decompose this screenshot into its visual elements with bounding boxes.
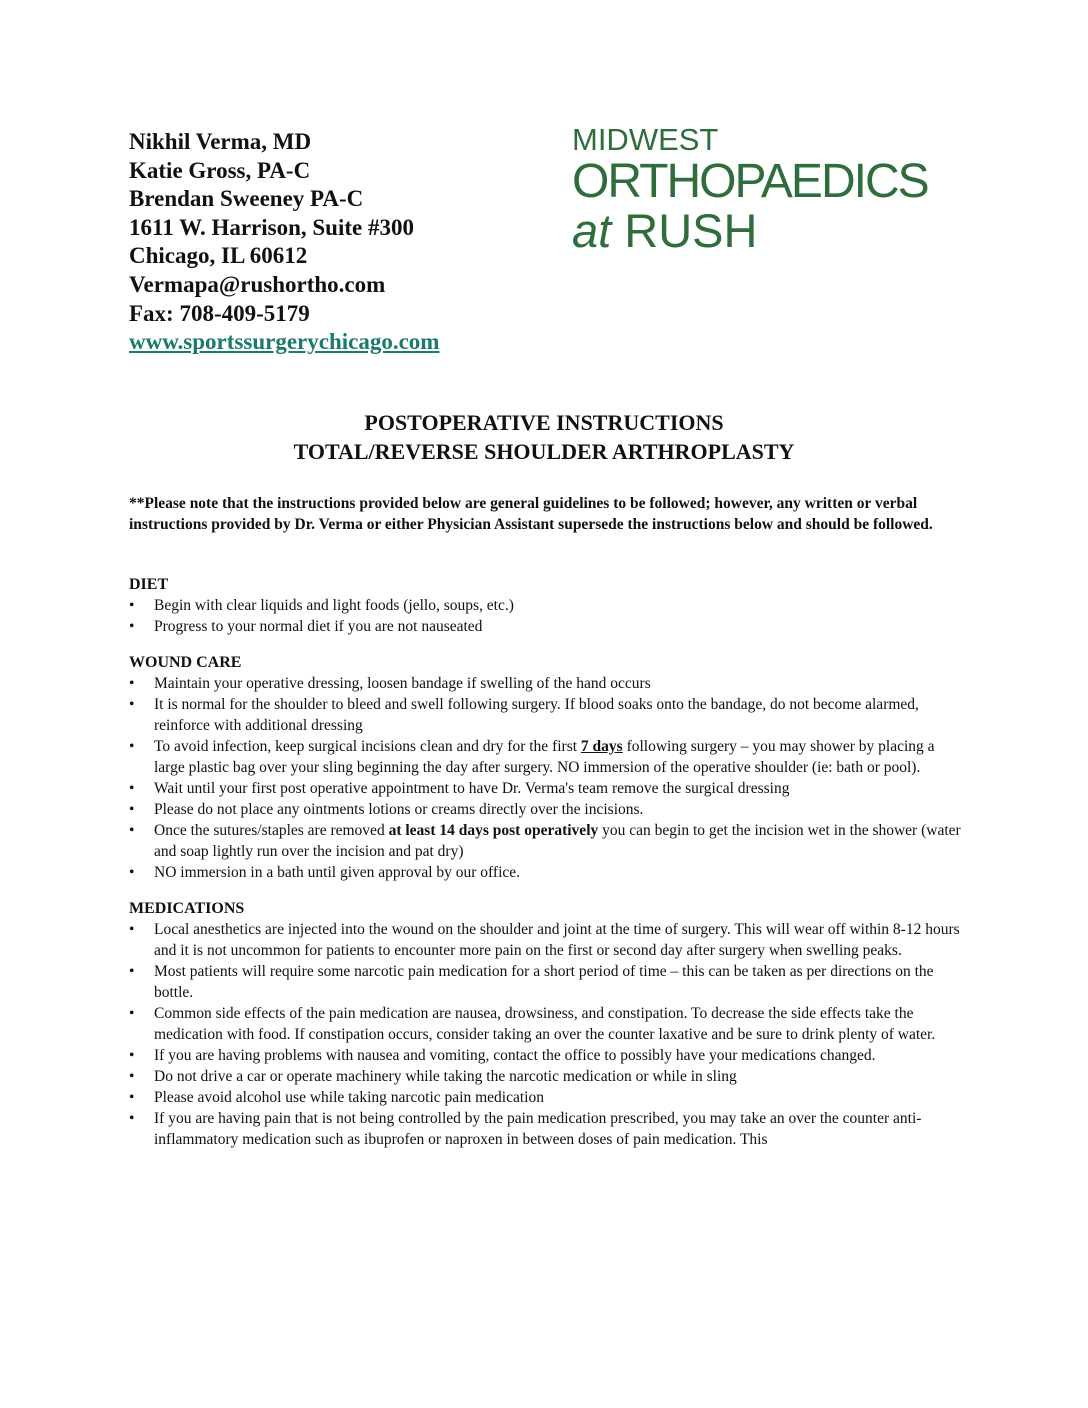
list-item: • Progress to your normal diet if you are not nauseated [129, 618, 483, 635]
seven-days-emphasis: 7 days [580, 738, 623, 755]
diet-section [129, 574, 969, 637]
contact-pa-1: Katie Gross, PA-C [129, 157, 311, 183]
contact-email: Vermapa@rushortho.com [129, 271, 386, 297]
midwest-orthopaedics-logo [572, 123, 972, 255]
medications-list [129, 919, 969, 1150]
logo-line-orthopaedics: ORTHOPAEDICS [572, 155, 928, 208]
list-item: • Please do not place any ointments lotions or creams directly over the incisions. [129, 801, 644, 818]
list-item: • It is normal for the shoulder to bleed and swell following surgery. If blood soaks onto the bandage, do not become alarmed, reinforce with additional dressing [129, 696, 919, 734]
contact-address: 1611 W. Harrison, Suite #300 [129, 214, 414, 240]
list-item: • Once the sutures/staples are removed at least 14 days post operatively you can begin to get the incision wet in the shower (water and soap lightly run over the incision and pat dry) [129, 822, 961, 860]
diet-heading: DIET [129, 576, 169, 593]
list-item: • Wait until your first post operative appointment to have Dr. Verma's team remove the surgical dressing [129, 780, 790, 797]
bullet-icon: • [129, 696, 135, 713]
medications-section [129, 898, 969, 1150]
wound-care-section [129, 652, 969, 883]
list-item: • Common side effects of the pain medication are nausea, drowsiness, and constipation. To decrease the side effects take the medication with food. If constipation occurs, consider taking an over the counter laxative and be sure to drink plenty of water. [129, 1005, 936, 1043]
bullet-icon: • [129, 597, 135, 614]
bullet-icon: • [129, 780, 135, 797]
title-line-2: TOTAL/REVERSE SHOULDER ARTHROPLASTY [293, 439, 795, 464]
contact-pa-2: Brendan Sweeney PA-C [129, 186, 364, 212]
contact-name: Nikhil Verma, MD [129, 129, 312, 154]
bullet-icon: • [129, 738, 135, 755]
bullet-icon: • [129, 921, 135, 938]
bullet-icon: • [129, 1005, 135, 1022]
list-item: • Maintain your operative dressing, loosen bandage if swelling of the hand occurs [129, 675, 651, 692]
list-item: • To avoid infection, keep surgical incisions clean and dry for the first 7 days following surgery – you may shower by placing a large plastic bag over your sling beginning the day after surgery. NO immersion of the operative shoulder (ie: bath or pool). [129, 738, 935, 776]
list-item: • Do not drive a car or operate machinery while taking the narcotic medication or while in sling [129, 1068, 737, 1085]
bullet-icon: • [129, 1089, 135, 1106]
general-guidelines-note: **Please note that the instructions provided below are general guidelines to be followed; however, any written or verbal instructions provided by Dr. Verma or either Physician Assistant supersede the instructions below and should be followed. [129, 495, 933, 533]
list-item: • Most patients will require some narcotic pain medication for a short period of time – this can be taken as per directions on the bottle. [129, 963, 934, 1001]
instruction-sections [129, 574, 969, 1165]
website-link[interactable]: www.sportssurgerychicago.com [129, 329, 440, 355]
contact-block [129, 128, 559, 357]
wound-care-heading: WOUND CARE [129, 654, 242, 671]
logo-line-midwest: MIDWEST [572, 122, 719, 157]
list-item: • NO immersion in a bath until given approval by our office. [129, 864, 521, 881]
bullet-icon: • [129, 1110, 135, 1127]
logo-rush: RUSH [624, 204, 758, 257]
list-item: • Local anesthetics are injected into the wound on the shoulder and joint at the time of surgery. This will wear off within 8-12 hours and it is not uncommon for patients to encounter more pain on the first or second day after surgery when swelling peaks. [129, 921, 960, 959]
document-title [0, 408, 1088, 466]
bullet-icon: • [129, 864, 135, 881]
bullet-icon: • [129, 822, 135, 839]
bullet-icon: • [129, 801, 135, 818]
list-item: • If you are having problems with nausea and vomiting, contact the office to possibly have your medications changed. [129, 1047, 876, 1064]
wound-care-list [129, 673, 969, 883]
contact-city: Chicago, IL 60612 [129, 243, 308, 269]
logo-line-rush [572, 204, 972, 257]
bullet-icon: • [129, 1068, 135, 1085]
bullet-icon: • [129, 963, 135, 980]
fourteen-days-emphasis: at least 14 days post operatively [388, 822, 599, 839]
bullet-icon: • [129, 1047, 135, 1064]
title-line-1: POSTOPERATIVE INSTRUCTIONS [364, 410, 724, 435]
list-item: • Please avoid alcohol use while taking narcotic pain medication [129, 1089, 544, 1106]
logo-at: at [572, 204, 612, 257]
bullet-icon: • [129, 618, 135, 635]
diet-list [129, 595, 969, 637]
contact-fax: Fax: 708-409-5179 [129, 300, 310, 326]
bullet-icon: • [129, 675, 135, 692]
list-item: • If you are having pain that is not being controlled by the pain medication prescribed, you may take an over the counter anti-inflammatory medication such as ibuprofen or naproxen in between doses of pain medication. This [129, 1110, 922, 1148]
medications-heading: MEDICATIONS [129, 900, 245, 917]
list-item: • Begin with clear liquids and light foods (jello, soups, etc.) [129, 597, 514, 614]
